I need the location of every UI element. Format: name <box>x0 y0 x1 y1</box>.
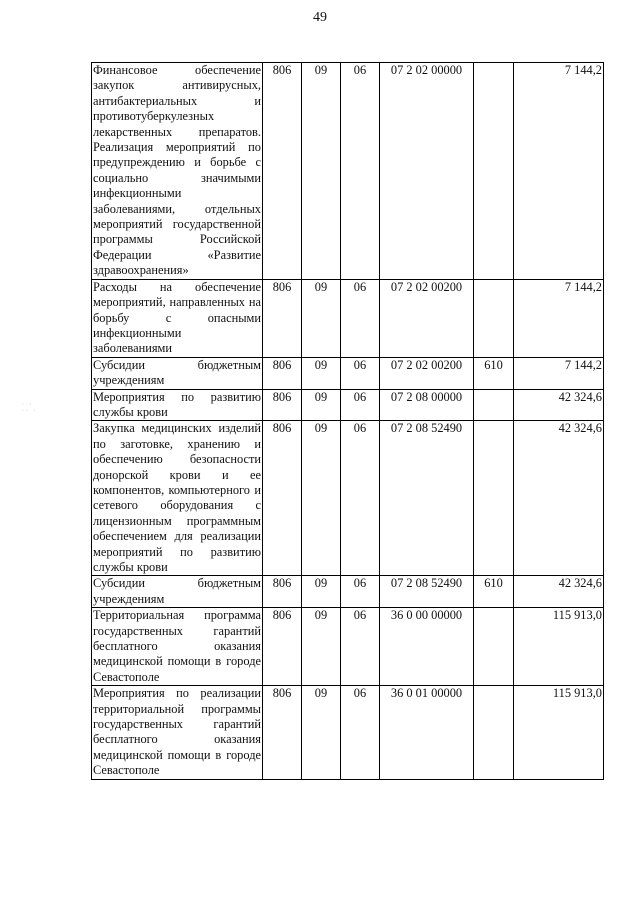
expense-type-code: 610 <box>474 357 514 389</box>
subsection-code: 06 <box>341 576 380 608</box>
amount: 115 913,0 <box>514 686 604 779</box>
budget-table <box>91 62 604 780</box>
table-row <box>92 389 604 421</box>
expense-name: Субсидии бюджетным учреждениям <box>93 576 261 606</box>
amount: 42 324,6 <box>514 389 604 421</box>
section-code: 09 <box>302 421 341 576</box>
target-article-code: 07 2 02 00200 <box>380 279 474 357</box>
ministry-code: 806 <box>263 686 302 779</box>
target-article-code: 07 2 08 52490 <box>380 421 474 576</box>
expense-type-code <box>474 421 514 576</box>
expense-name: Мероприятия по развитию службы крови <box>93 389 261 419</box>
amount: 115 913,0 <box>514 608 604 686</box>
target-article-code: 36 0 01 00000 <box>380 686 474 779</box>
ministry-code: 806 <box>263 608 302 686</box>
expense-type-code <box>474 686 514 779</box>
table-row <box>92 357 604 389</box>
ministry-code: 806 <box>263 421 302 576</box>
target-article-code: 36 0 00 00000 <box>380 608 474 686</box>
amount: 42 324,6 <box>514 576 604 608</box>
expense-name: Территориальная программа государственных гарантий бесплатного оказания медицинской помощи в городе Севастополе <box>93 608 261 684</box>
expense-name: Мероприятия по реализации территориальной программы государственных гарантий бесплатного оказания медицинской помощи в городе Севастополе <box>93 686 261 778</box>
section-code: 09 <box>302 389 341 421</box>
section-code: 09 <box>302 686 341 779</box>
ministry-code: 806 <box>263 576 302 608</box>
expense-name: Расходы на обеспечение мероприятий, направленных на борьбу с опасными инфекционными заболеваниями <box>93 279 261 356</box>
target-article-code: 07 2 02 00200 <box>380 357 474 389</box>
section-code: 09 <box>302 279 341 357</box>
section-code: 09 <box>302 357 341 389</box>
amount: 7 144,2 <box>514 63 604 280</box>
section-code: 09 <box>302 576 341 608</box>
ministry-code: 806 <box>263 389 302 421</box>
page-number: 49 <box>313 10 327 25</box>
target-article-code: 07 2 02 00000 <box>380 63 474 280</box>
target-article-code: 07 2 08 52490 <box>380 576 474 608</box>
table-row <box>92 421 604 576</box>
ministry-code: 806 <box>263 279 302 357</box>
subsection-code: 06 <box>341 389 380 421</box>
subsection-code: 06 <box>341 63 380 280</box>
margin-marks: · · ·· · <box>22 402 38 414</box>
table-row <box>92 608 604 686</box>
expense-name: Закупка медицинских изделий по заготовке, хранению и обеспечению безопасности донорской крови и ее компонентов, компьютерного и сетевого оборудования с лицензионным программным обеспечением для реализации мероприятий по развитию службы крови <box>93 421 261 574</box>
ministry-code: 806 <box>263 63 302 280</box>
table-row <box>92 279 604 357</box>
ministry-code: 806 <box>263 357 302 389</box>
expense-type-code <box>474 63 514 280</box>
subsection-code: 06 <box>341 608 380 686</box>
expense-name: Финансовое обеспечение закупок антивирусных, антибактериальных и противотуберкулезных лекарственных препаратов. Реализация мероприятий по предупреждению и борьбе с социально значимыми инфекционными заболеваниями, отдельных мероприятий государственной программы Российской Федерации «Развитие здравоохранения» <box>93 63 261 278</box>
expense-type-code: 610 <box>474 576 514 608</box>
amount: 42 324,6 <box>514 421 604 576</box>
table-row <box>92 576 604 608</box>
section-code: 09 <box>302 63 341 280</box>
expense-name: Субсидии бюджетным учреждениям <box>93 357 261 388</box>
expense-type-code <box>474 608 514 686</box>
subsection-code: 06 <box>341 279 380 357</box>
section-code: 09 <box>302 608 341 686</box>
expense-type-code <box>474 279 514 357</box>
subsection-code: 06 <box>341 421 380 576</box>
amount: 7 144,2 <box>514 279 604 357</box>
table-row <box>92 63 604 280</box>
subsection-code: 06 <box>341 357 380 389</box>
subsection-code: 06 <box>341 686 380 779</box>
target-article-code: 07 2 08 00000 <box>380 389 474 421</box>
amount: 7 144,2 <box>514 357 604 389</box>
expense-type-code <box>474 389 514 421</box>
table-row <box>92 686 604 779</box>
